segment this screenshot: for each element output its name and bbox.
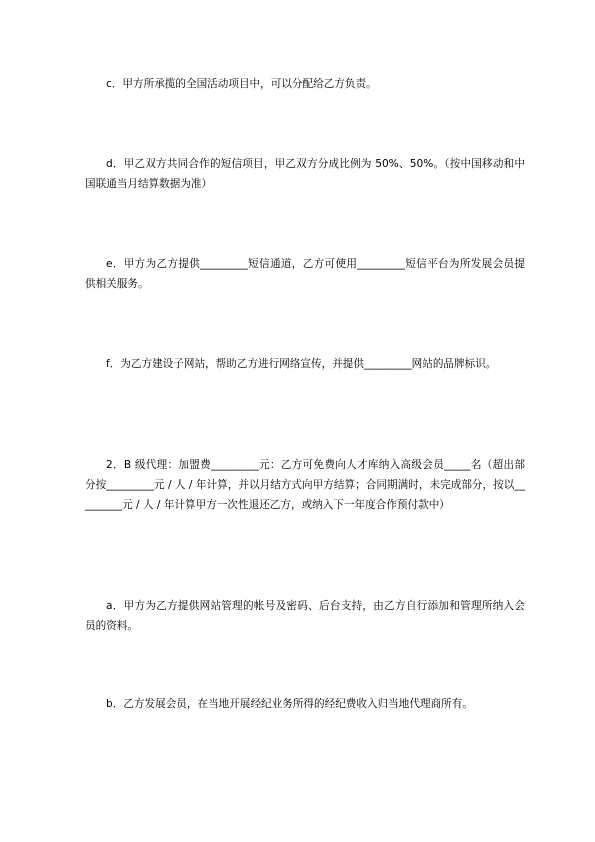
- clause-d-paragraph: d．甲乙双方共同合作的短信项目，甲乙双方分成比例为 50%、50%。（按中国移动和中国联通当月结算数据为准）: [85, 158, 525, 190]
- clause-a-paragraph: a．甲方为乙方提供网站管理的帐号及密码、后台支持，由乙方自行添加和管理所纳入会员的资料。: [85, 600, 525, 632]
- clause-f-paragraph: f．为乙方建设子网站，帮助乙方进行网络宣传，并提供_________网站的品牌标识。: [106, 358, 497, 370]
- clause-e-paragraph: e．甲方为乙方提供_________短信通道，乙方可使用_________短信平台为所发展会员提供相关服务。: [85, 258, 525, 290]
- clause-c-paragraph: c．甲方所承揽的全国活动项目中，可以分配给乙方负责。: [106, 78, 377, 90]
- b-level-agent-paragraph: 2．B 级代理：加盟费_________元：乙方可免费向人才库纳入高级会员_____名（超出部分按_________元 / 人 / 年计算，并以月结方式向甲方结算；合同期满时，未完成部分，按以_________元 / 人 / 年计算甲方一次性退还乙方，或纳入下一年度合作预付款中）: [85, 459, 525, 511]
- clause-b-paragraph: b．乙方发展会员，在当地开展经纪业务所得的经纪费收入归当地代理商所有。: [106, 698, 473, 710]
